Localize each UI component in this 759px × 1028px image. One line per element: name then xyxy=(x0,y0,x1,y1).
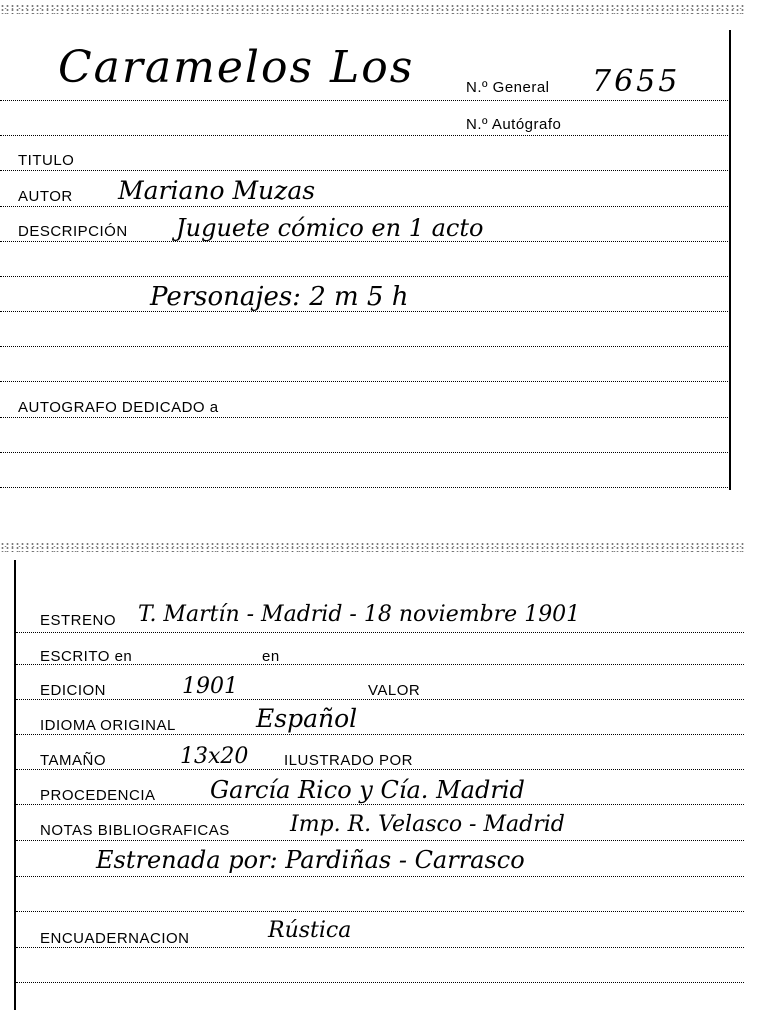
rule xyxy=(0,452,728,453)
estreno-label: ESTRENO xyxy=(40,612,117,629)
edicion-value: 1901 xyxy=(182,674,238,699)
card-left-edge xyxy=(14,560,16,1010)
titulo-label: TITULO xyxy=(18,152,75,169)
rule xyxy=(0,135,728,136)
notas-value: Imp. R. Velasco - Madrid xyxy=(290,812,565,837)
rule xyxy=(16,911,744,912)
rule xyxy=(0,206,728,207)
card-top-edge xyxy=(0,542,745,552)
autor-value: Mariano Muzas xyxy=(118,176,316,205)
rule xyxy=(16,632,744,633)
procedencia-label: PROCEDENCIA xyxy=(40,787,156,804)
num-general-value: 7655 xyxy=(592,64,681,99)
title-handwritten: Caramelos Los xyxy=(58,42,415,93)
idioma-value: Español xyxy=(256,704,358,733)
rule xyxy=(0,100,728,101)
rule xyxy=(0,170,728,171)
autor-label: AUTOR xyxy=(18,188,73,205)
descripcion-label: DESCRIPCIÓN xyxy=(18,223,128,240)
procedencia-value: García Rico y Cía. Madrid xyxy=(210,776,525,804)
personajes-value: Personajes: 2 m 5 h xyxy=(150,282,409,312)
notas-value-2: Estrenada por: Pardiñas - Carrasco xyxy=(96,846,525,874)
num-autografo-label: N.º Autógrafo xyxy=(466,116,562,133)
rule xyxy=(16,982,744,983)
escrito-label: ESCRITO en xyxy=(40,648,133,665)
rule xyxy=(16,804,744,805)
ilustrado-label: ILUSTRADO POR xyxy=(284,752,414,769)
rule xyxy=(16,947,744,948)
valor-label: VALOR xyxy=(368,682,421,699)
catalog-card-bottom xyxy=(0,540,745,1010)
descripcion-value: Juguete cómico en 1 acto xyxy=(176,214,484,242)
notas-label: NOTAS BIBLIOGRAFICAS xyxy=(40,822,230,839)
estreno-value: T. Martín - Madrid - 18 noviembre 1901 xyxy=(138,602,581,627)
escrito-en-label: en xyxy=(262,648,280,665)
rule xyxy=(16,876,744,877)
rule xyxy=(16,840,744,841)
rule xyxy=(0,346,728,347)
tamano-label: TAMAÑO xyxy=(40,752,107,769)
idioma-label: IDIOMA ORIGINAL xyxy=(40,717,176,734)
tamano-value: 13x20 xyxy=(180,744,249,769)
card-top-edge xyxy=(0,4,745,14)
rule xyxy=(0,417,728,418)
encuadernacion-value: Rústica xyxy=(268,918,352,943)
edicion-label: EDICION xyxy=(40,682,107,699)
autografo-dedicado-label: AUTOGRAFO DEDICADO a xyxy=(18,399,219,416)
catalog-card-top xyxy=(0,0,745,492)
num-general-label: N.º General xyxy=(466,79,550,96)
rule xyxy=(0,276,728,277)
encuadernacion-label: ENCUADERNACION xyxy=(40,930,190,947)
rule xyxy=(16,734,744,735)
rule xyxy=(0,487,728,488)
card-right-edge xyxy=(729,30,731,490)
rule xyxy=(0,381,728,382)
rule xyxy=(16,769,744,770)
rule xyxy=(16,699,744,700)
